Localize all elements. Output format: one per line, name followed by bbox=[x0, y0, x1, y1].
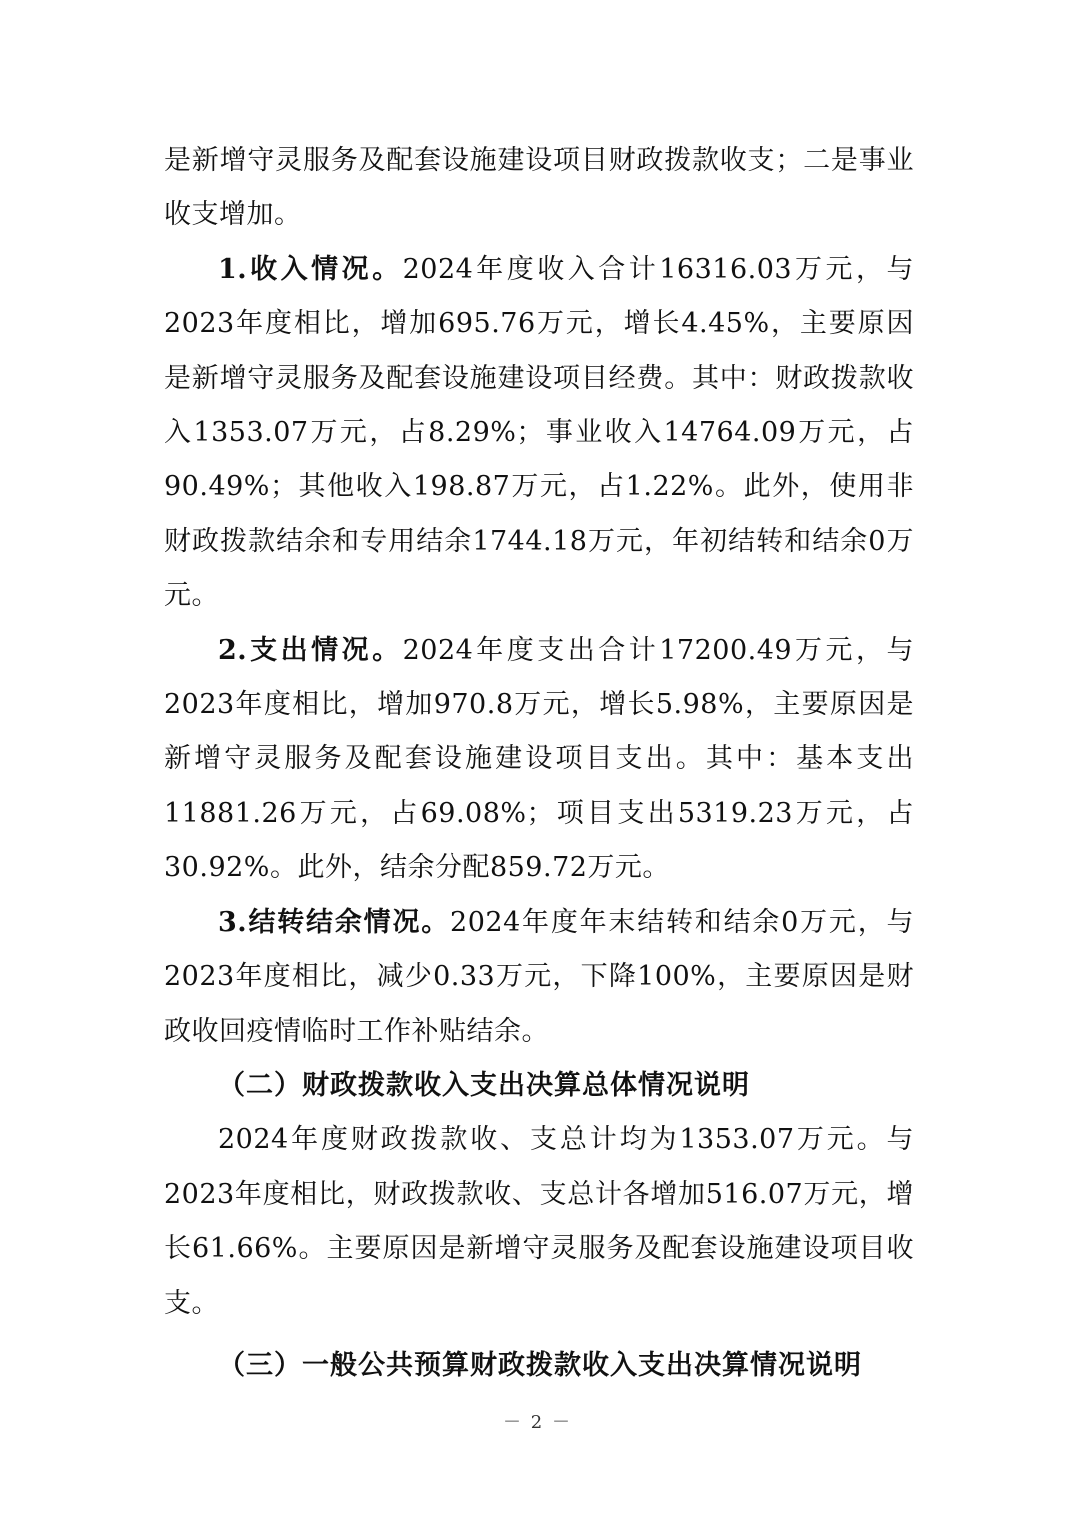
carryover-lead: 3.结转结余情况。 bbox=[218, 906, 451, 938]
carryover-body: 2024年度年末结转和结余0万元，与2023年度相比，减少0.33万元，下降100%，主要原因是财政收回疫情临时工作补贴结余。 bbox=[164, 906, 915, 1047]
carryover-paragraph bbox=[164, 896, 914, 1059]
expense-body: 2024年度支出合计17200.49万元，与2023年度相比，增加970.8万元，增长5.98%，主要原因是新增守灵服务及配套设施建设项目支出。其中：基本支出11881.26万元，占69.08%；项目支出5319.23万元，占30.92%。此外，结余分配859.72万元。 bbox=[164, 634, 915, 884]
section-heading-3: （三）一般公共预算财政拨款收入支出决算情况说明 bbox=[218, 1349, 862, 1381]
expense-lead: 2.支出情况。 bbox=[218, 634, 403, 666]
income-body: 2024年度收入合计16316.03万元，与2023年度相比，增加695.76万元，增长4.45%，主要原因是新增守灵服务及配套设施建设项目经费。其中：财政拨款收入1353.07万元，占8.29%；事业收入14764.09万元，占90.49%；其他收入198.87万元，占1.22%。此外，使用非财政拨款结余和专用结余1744.18万元，年初结转和结余0万元。 bbox=[164, 253, 915, 612]
expense-paragraph bbox=[164, 624, 914, 896]
intro-paragraph: 是新增守灵服务及配套设施建设项目财政拨款收支；二是事业收支增加。 bbox=[164, 145, 914, 231]
income-paragraph bbox=[164, 243, 914, 624]
page-number: － 2 － bbox=[503, 1412, 572, 1433]
document-body bbox=[164, 134, 914, 1393]
income-lead: 1.收入情况。 bbox=[218, 253, 403, 285]
fiscal-appropriation-paragraph: 2024年度财政拨款收、支总计均为1353.07万元。与2023年度相比，财政拨款收、支总计各增加516.07万元，增长61.66%。主要原因是新增守灵服务及配套设施建设项目收支。 bbox=[164, 1124, 914, 1319]
section-heading-2: （二）财政拨款收入支出决算总体情况说明 bbox=[218, 1069, 750, 1101]
